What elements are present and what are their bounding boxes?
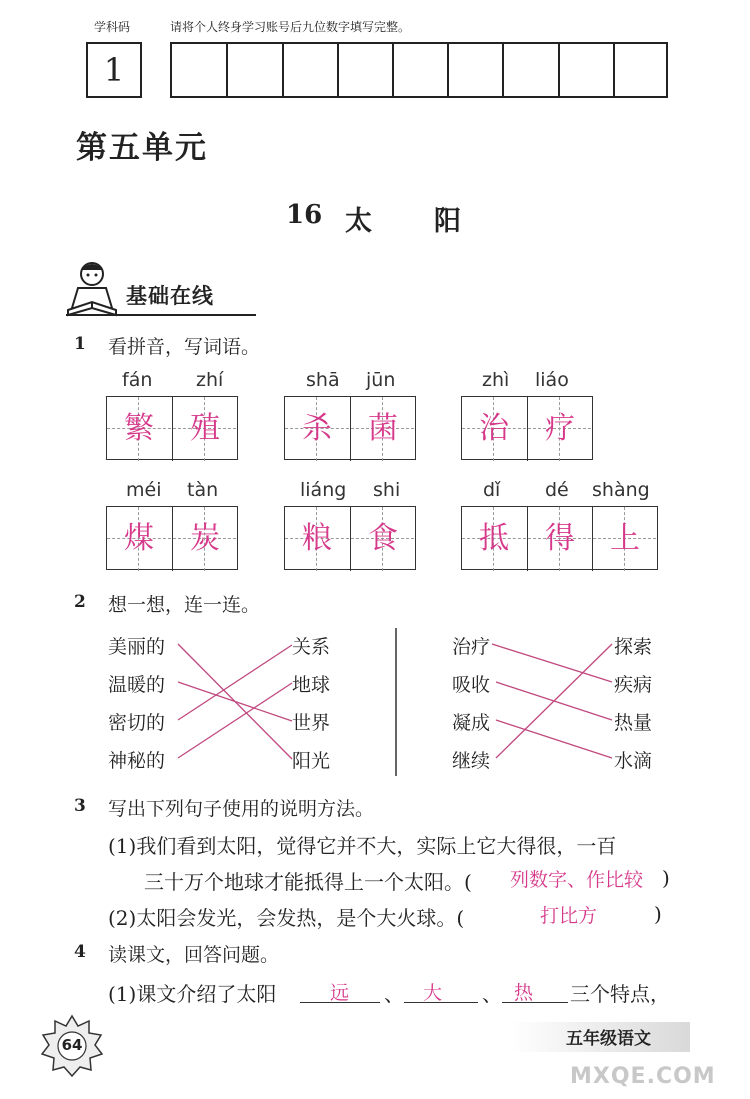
- digit-divider: [337, 44, 339, 96]
- writing-cell: [350, 507, 414, 571]
- digit-divider: [226, 44, 228, 96]
- answer-char: 治: [479, 411, 509, 446]
- pinyin: dé: [545, 479, 569, 501]
- q3-answer2: 打比方: [540, 905, 598, 927]
- writing-grid: [461, 506, 658, 570]
- account-number-boxes: [170, 42, 668, 98]
- answer-char: 疗: [545, 411, 575, 446]
- q1-number: 1: [74, 334, 86, 354]
- match-right-b: 探索: [614, 636, 653, 658]
- pinyin: méi: [126, 479, 162, 501]
- lesson-title-part2: 阳: [434, 206, 461, 237]
- match-line: [496, 720, 612, 758]
- writing-cell: [285, 397, 349, 461]
- writing-cell: [350, 397, 414, 461]
- answer-char: 抵: [479, 521, 509, 556]
- answer-blank: [502, 1002, 568, 1003]
- subject-code-value: 1: [103, 51, 125, 89]
- lesson-title-part1: 太: [345, 206, 372, 237]
- page-badge: [40, 1014, 104, 1078]
- separator: 、: [384, 982, 404, 1006]
- match-left-b: 治疗: [452, 636, 491, 658]
- answer-char: 繁: [124, 411, 154, 446]
- watermark: MXQE.COM: [570, 1064, 716, 1089]
- digit-divider: [613, 44, 615, 96]
- q3-answer1: 列数字、作比较: [510, 869, 644, 891]
- subject-code-box: [86, 42, 142, 98]
- writing-grid: [284, 506, 416, 570]
- writing-cell: [172, 397, 236, 461]
- pinyin: zhì: [482, 369, 510, 391]
- q4-sentence1-suffix: 三个特点，: [570, 982, 670, 1006]
- writing-grid: [461, 396, 593, 460]
- q3-sentence1-line2: 三十万个地球才能抵得上一个太阳。(: [144, 870, 472, 894]
- q4-answer: 热: [514, 982, 534, 1004]
- writing-cell: [462, 507, 526, 571]
- digit-divider: [502, 44, 504, 96]
- q3-close2: ): [654, 902, 662, 926]
- match-line: [178, 682, 292, 721]
- lesson-number: 16: [286, 200, 323, 230]
- answer-char: 杀: [302, 411, 332, 446]
- q3-number: 3: [74, 796, 86, 816]
- q3-close1: ): [662, 866, 670, 890]
- match-right-b: 疾病: [614, 674, 653, 696]
- answer-char: 粮: [302, 521, 332, 556]
- section-underline: [66, 314, 256, 316]
- match-line: [178, 645, 292, 720]
- writing-cell: [527, 397, 591, 461]
- digit-divider: [558, 44, 560, 96]
- q4-number: 4: [74, 942, 86, 962]
- pinyin: jūn: [366, 369, 396, 391]
- reading-student-icon: [62, 258, 122, 318]
- writing-grid: [106, 396, 238, 460]
- q4-prompt: 读课文，回答问题。: [108, 944, 280, 966]
- match-left-a: 密切的: [108, 712, 166, 734]
- section-title: 基础在线: [126, 284, 214, 308]
- answer-char: 上: [610, 521, 640, 556]
- match-right-a: 地球: [292, 674, 331, 696]
- writing-cell: [285, 507, 349, 571]
- pinyin: shi: [373, 479, 401, 501]
- q4-answer: 大: [423, 982, 443, 1004]
- answer-char: 殖: [190, 411, 220, 446]
- pinyin: tàn: [187, 479, 219, 501]
- digit-divider: [392, 44, 394, 96]
- match-right-a: 世界: [292, 712, 331, 734]
- q4-answer: 远: [330, 982, 350, 1004]
- separator: 、: [482, 982, 502, 1006]
- writing-cell: [107, 507, 171, 571]
- pinyin: zhí: [196, 369, 224, 391]
- q2-prompt: 想一想，连一连。: [108, 594, 261, 616]
- writing-grid: [284, 396, 416, 460]
- writing-cell: [107, 397, 171, 461]
- match-left-a: 美丽的: [108, 636, 166, 658]
- match-left-b: 继续: [452, 750, 491, 772]
- digit-divider: [447, 44, 449, 96]
- match-line: [496, 644, 612, 758]
- unit-title: 第五单元: [76, 130, 208, 166]
- match-right-a: 阳光: [292, 750, 331, 772]
- digit-divider: [282, 44, 284, 96]
- match-right-b: 水滴: [614, 750, 653, 772]
- account-instruction: 请将个人终身学习账号后九位数字填写完整。: [170, 20, 411, 34]
- pinyin: liáng: [300, 479, 347, 501]
- answer-char: 菌: [368, 411, 398, 446]
- match-line: [492, 644, 612, 682]
- page-number: 64: [61, 1036, 83, 1054]
- match-left-a: 神秘的: [108, 750, 166, 772]
- writing-cell: [592, 507, 656, 571]
- answer-char: 煤: [124, 521, 154, 556]
- match-right-b: 热量: [614, 712, 653, 734]
- writing-cell: [462, 397, 526, 461]
- match-left-b: 吸收: [452, 674, 491, 696]
- q2-number: 2: [74, 592, 86, 612]
- pinyin: fán: [122, 369, 153, 391]
- pinyin: dǐ: [483, 479, 501, 501]
- q3-sentence2: (2)太阳会发光，会发热，是个大火球。(: [108, 906, 465, 930]
- match-left-b: 凝成: [452, 712, 491, 734]
- q3-sentence1-line1: (1)我们看到太阳，觉得它并不大，实际上它大得很，一百: [108, 834, 617, 858]
- answer-char: 炭: [190, 521, 220, 556]
- book-label: 五年级语文: [566, 1029, 651, 1049]
- q4-sentence1-prefix: (1)课文介绍了太阳: [108, 982, 277, 1006]
- pinyin: shā: [306, 369, 340, 391]
- match-line: [178, 683, 292, 758]
- writing-cell: [172, 507, 236, 571]
- writing-grid: [106, 506, 238, 570]
- answer-char: 得: [545, 521, 575, 556]
- q1-prompt: 看拼音，写词语。: [108, 336, 261, 358]
- pinyin: shàng: [592, 479, 650, 501]
- q3-prompt: 写出下列句子使用的说明方法。: [108, 798, 375, 820]
- subject-code-label: 学科码: [94, 20, 131, 34]
- answer-char: 食: [368, 521, 398, 556]
- pinyin: liáo: [535, 369, 569, 391]
- writing-cell: [527, 507, 591, 571]
- match-right-a: 关系: [292, 636, 331, 658]
- match-left-a: 温暖的: [108, 674, 166, 696]
